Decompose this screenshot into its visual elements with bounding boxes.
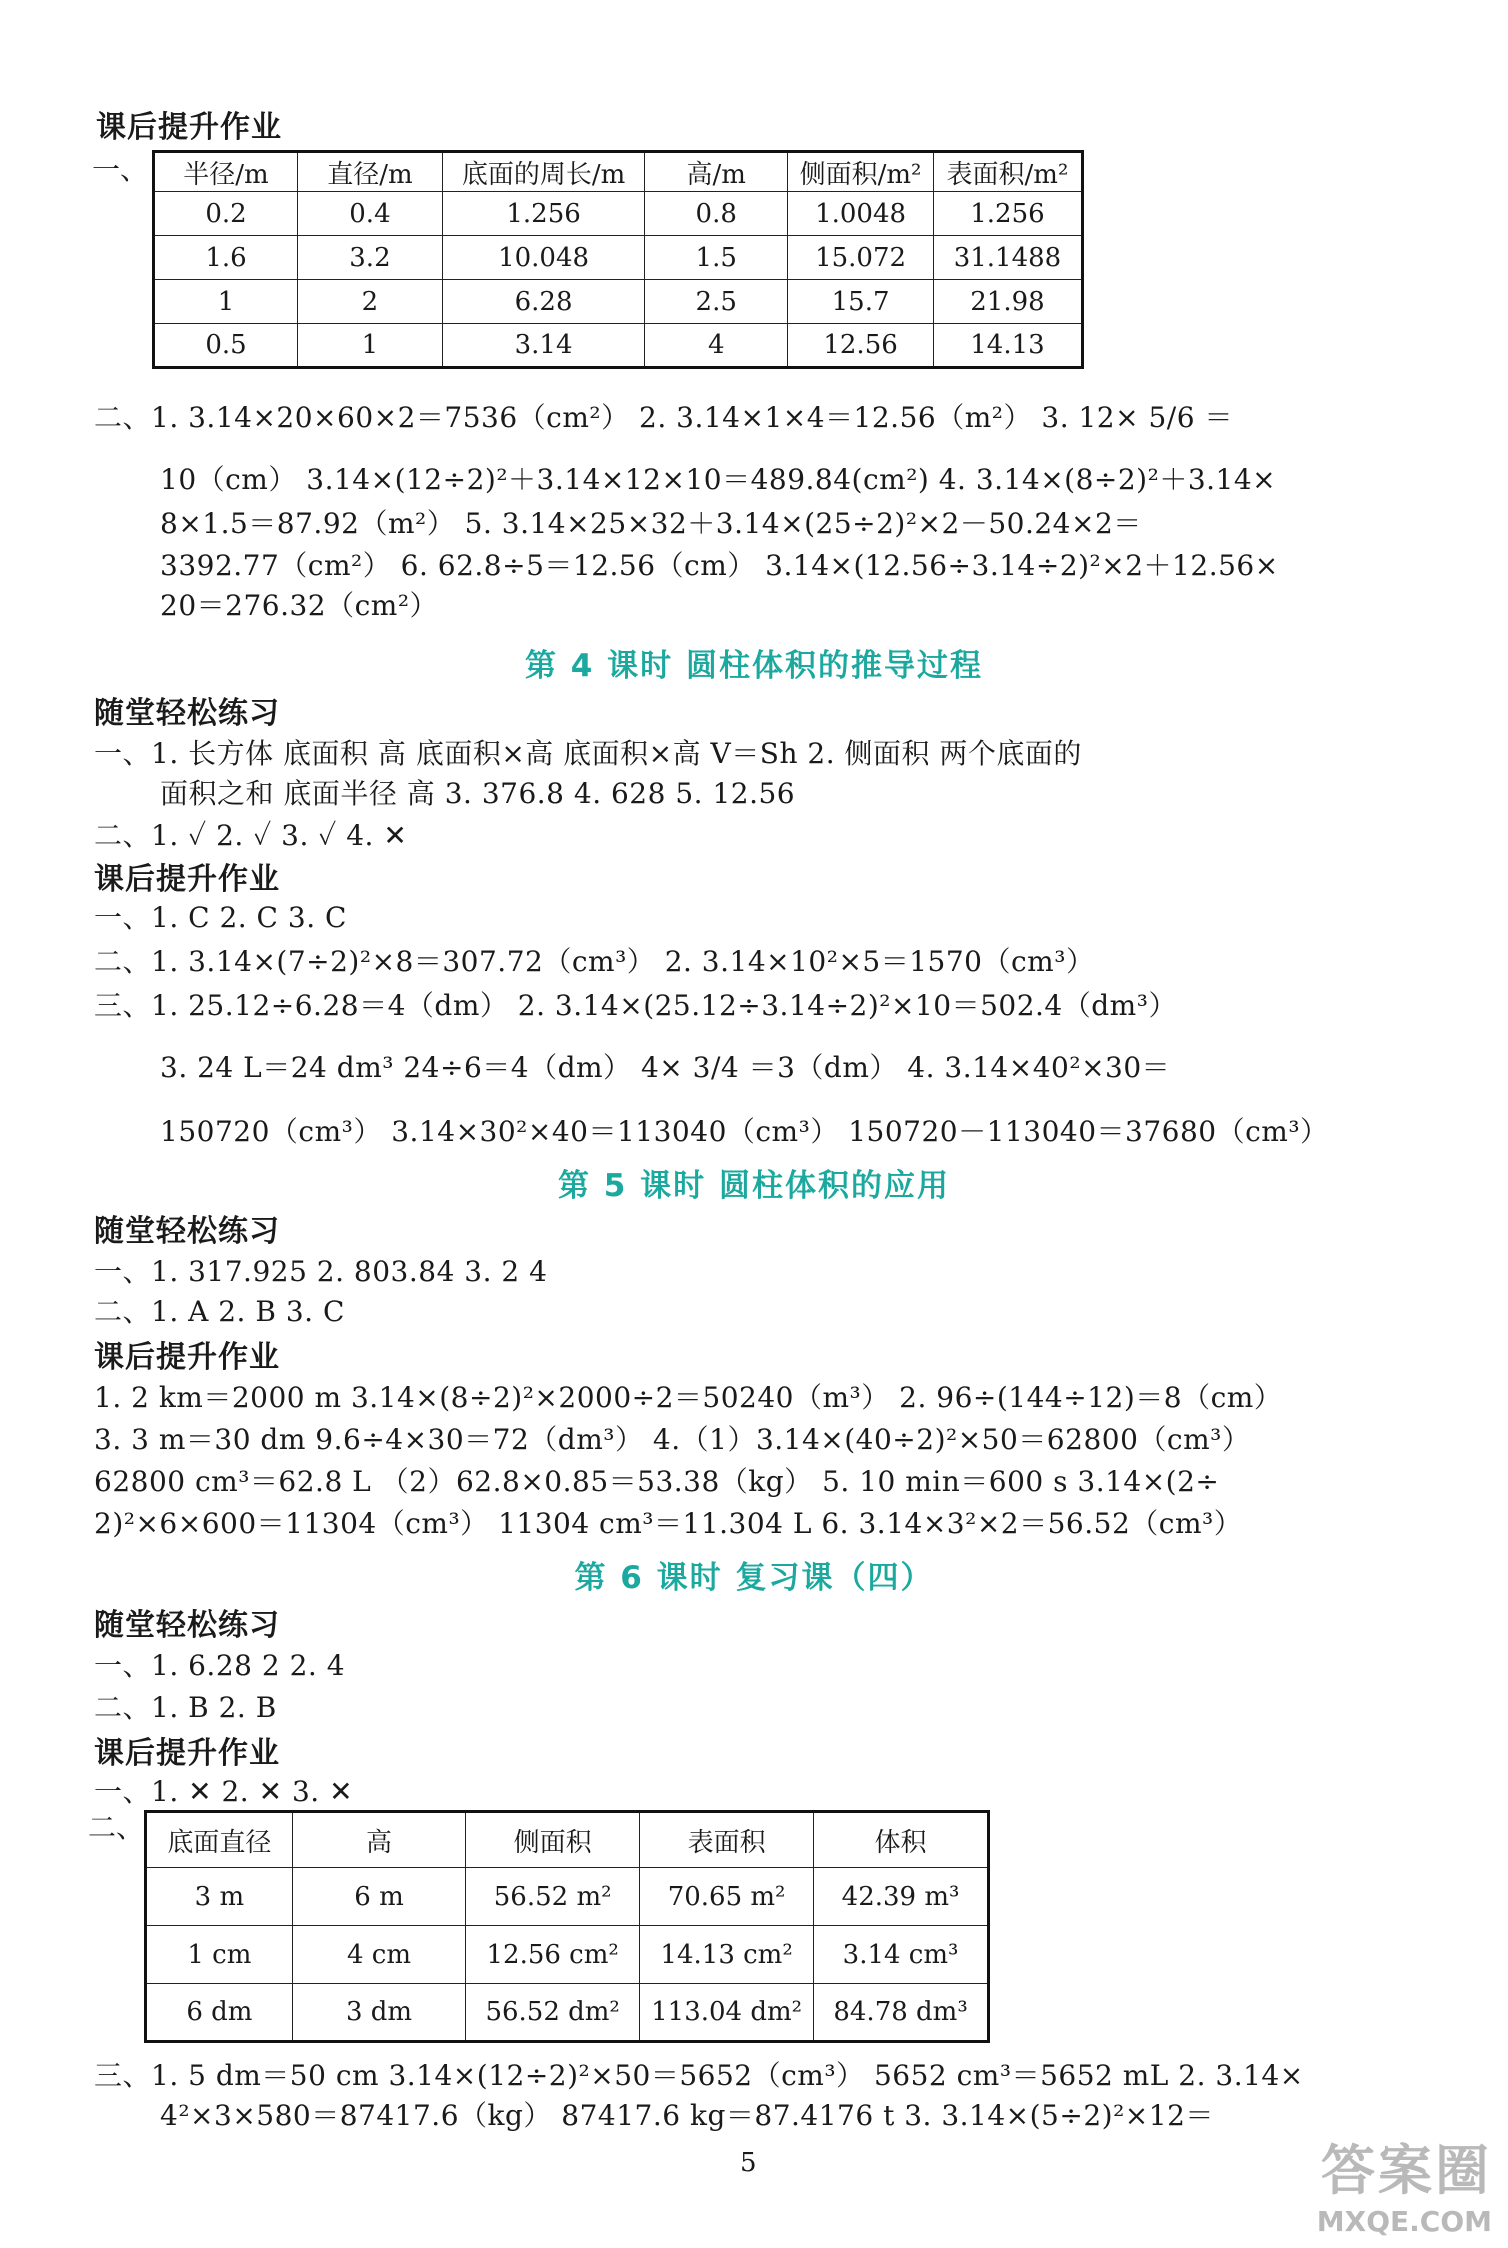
table-header-row	[146, 1812, 989, 1868]
table-header-cell: 高/m	[645, 152, 788, 192]
answer-line: 一、1. 6.28 2 2. 4	[94, 1649, 346, 1682]
answer-line: 20＝276.32（cm²）	[160, 589, 439, 622]
answer-line: 4²×3×580＝87417.6（kg） 87417.6 kg＝87.4176 t 3. 3.14×(5÷2)²×12＝	[160, 2099, 1214, 2132]
table-header-cell: 体积	[814, 1812, 989, 1868]
table-cell: 1	[297, 324, 442, 368]
answer-line: 62800 cm³＝62.8 L （2）62.8×0.85＝53.38（kg） 5. 10 min＝600 s 3.14×(2÷	[94, 1465, 1220, 1498]
answer-line: 二、1. B 2. B	[94, 1691, 277, 1724]
section-title-practice: 随堂轻松练习	[94, 1214, 280, 1249]
cylinder-data-table	[152, 150, 1084, 369]
table-cell: 1.5	[645, 236, 788, 280]
table-row	[154, 324, 1083, 368]
table-cell: 1.6	[154, 236, 298, 280]
table-cell: 70.65 m²	[640, 1868, 814, 1926]
table-header-cell: 侧面积/m²	[788, 152, 934, 192]
table-cell: 0.8	[645, 192, 788, 236]
answer-line: 10（cm） 3.14×(12÷2)²＋3.14×12×10＝489.84(cm²) 4. 3.14×(8÷2)²＋3.14×	[160, 463, 1277, 496]
table-row	[146, 1926, 989, 1984]
answer-line: 二、1. A 2. B 3. C	[94, 1295, 345, 1328]
watermark-logo-text: 答案圈	[1321, 2139, 1492, 2202]
table-cell: 4 cm	[292, 1926, 465, 1984]
section-title-practice: 随堂轻松练习	[94, 696, 280, 731]
answer-line: 一、1. C 2. C 3. C	[94, 901, 347, 934]
table-cell: 0.5	[154, 324, 298, 368]
table-header-row	[154, 152, 1083, 192]
table-cell: 6 m	[292, 1868, 465, 1926]
table-header-cell: 底面直径	[146, 1812, 293, 1868]
section-title-homework: 课后提升作业	[94, 1340, 280, 1375]
answer-line: 三、1. 25.12÷6.28＝4（dm） 2. 3.14×(25.12÷3.14÷2)²×10＝502.4（dm³）	[94, 989, 1177, 1022]
section-title-homework: 课后提升作业	[94, 862, 280, 897]
table-cell: 3 m	[146, 1868, 293, 1926]
table-cell: 1 cm	[146, 1926, 293, 1984]
table-cell: 2.5	[645, 280, 788, 324]
table-cell: 84.78 dm³	[814, 1984, 989, 2042]
table-header-cell: 直径/m	[297, 152, 442, 192]
answer-line: 150720（cm³） 3.14×30²×40＝113040（cm³） 150720－113040＝37680（cm³）	[160, 1115, 1329, 1148]
watermark-url: MXQE.COM	[1316, 2205, 1492, 2238]
table-row	[154, 280, 1083, 324]
answer-line: 面积之和 底面半径 高 3. 376.8 4. 628 5. 12.56	[160, 777, 796, 810]
table-cell: 15.7	[788, 280, 934, 324]
table-row	[154, 192, 1083, 236]
table-cell: 3 dm	[292, 1984, 465, 2042]
table-cell: 14.13	[933, 324, 1082, 368]
part-two-label: 二、	[88, 1811, 145, 1844]
answer-line: 2)²×6×600＝11304（cm³） 11304 cm³＝11.304 L 6. 3.14×3²×2＝56.52（cm³）	[94, 1507, 1243, 1540]
answer-line: 一、1. ✕ 2. ✕ 3. ✕	[94, 1775, 354, 1808]
table-cell: 56.52 dm²	[466, 1984, 640, 2042]
part-one-label: 一、	[92, 153, 149, 186]
section-title-homework: 课后提升作业	[94, 1736, 280, 1771]
section-title-practice: 随堂轻松练习	[94, 1608, 280, 1643]
site-watermark	[1317, 2128, 1492, 2238]
table-cell: 6 dm	[146, 1984, 293, 2042]
table-cell: 12.56 cm²	[466, 1926, 640, 1984]
table-header-cell: 半径/m	[154, 152, 298, 192]
table-header-cell: 表面积	[640, 1812, 814, 1868]
table-cell: 1	[154, 280, 298, 324]
table-cell: 56.52 m²	[466, 1868, 640, 1926]
table-cell: 3.2	[297, 236, 442, 280]
table-cell: 15.072	[788, 236, 934, 280]
table-cell: 0.4	[297, 192, 442, 236]
table-row	[146, 1984, 989, 2042]
lesson-heading: 第 6 课时 复习课（四）	[574, 1560, 934, 1596]
table-cell: 113.04 dm²	[640, 1984, 814, 2042]
answer-line: 一、1. 317.925 2. 803.84 3. 2 4	[94, 1255, 548, 1288]
table-cell: 3.14	[442, 324, 644, 368]
section-title-homework: 课后提升作业	[96, 110, 282, 145]
table-cell: 10.048	[442, 236, 644, 280]
table-header-cell: 表面积/m²	[933, 152, 1082, 192]
table-cell: 21.98	[933, 280, 1082, 324]
answer-line: 二、1. 3.14×(7÷2)²×8＝307.72（cm³） 2. 3.14×10²×5＝1570（cm³）	[94, 945, 1095, 978]
table-cell: 0.2	[154, 192, 298, 236]
lesson-heading: 第 5 课时 圆柱体积的应用	[558, 1168, 950, 1204]
table-cell: 1.256	[933, 192, 1082, 236]
answer-line: 1. 2 km＝2000 m 3.14×(8÷2)²×2000÷2＝50240（m³） 2. 96÷(144÷12)＝8（cm）	[94, 1381, 1283, 1414]
table-cell: 2	[297, 280, 442, 324]
table-cell: 6.28	[442, 280, 644, 324]
lesson-heading: 第 4 课时 圆柱体积的推导过程	[525, 648, 983, 684]
table-header-cell: 侧面积	[466, 1812, 640, 1868]
page-number: 5	[740, 2148, 757, 2178]
answer-line: 3392.77（cm²） 6. 62.8÷5＝12.56（cm） 3.14×(12.56÷3.14÷2)²×2＋12.56×	[160, 549, 1279, 582]
answer-line: 8×1.5＝87.92（m²） 5. 3.14×25×32＋3.14×(25÷2)²×2－50.24×2＝	[160, 507, 1142, 540]
table-header-cell: 底面的周长/m	[442, 152, 644, 192]
answer-line: 三、1. 5 dm＝50 cm 3.14×(12÷2)²×50＝5652（cm³） 5652 cm³＝5652 mL 2. 3.14×	[94, 2059, 1304, 2092]
table-cell: 3.14 cm³	[814, 1926, 989, 1984]
table-row	[146, 1868, 989, 1926]
table-header-cell: 高	[292, 1812, 465, 1868]
table-cell: 14.13 cm²	[640, 1926, 814, 1984]
answer-line: 二、1. ✓ 2. ✓ 3. ✓ 4. ✕	[94, 819, 408, 852]
answer-line: 3. 24 L＝24 dm³ 24÷6＝4（dm） 4× 3/4 ＝3（dm） 4. 3.14×40²×30＝	[160, 1051, 1171, 1084]
table-cell: 31.1488	[933, 236, 1082, 280]
table-cell: 1.256	[442, 192, 644, 236]
table-cell: 12.56	[788, 324, 934, 368]
answer-line: 3. 3 m＝30 dm 9.6÷4×30＝72（dm³） 4.（1）3.14×(40÷2)²×50＝62800（cm³）	[94, 1423, 1251, 1456]
table-cell: 4	[645, 324, 788, 368]
table-cell: 42.39 m³	[814, 1868, 989, 1926]
answer-line: 二、1. 3.14×20×60×2＝7536（cm²） 2. 3.14×1×4＝12.56（m²） 3. 12× 5/6 ＝	[94, 401, 1233, 434]
cylinder-review-table	[144, 1810, 990, 2043]
table-cell: 1.0048	[788, 192, 934, 236]
table-row	[154, 236, 1083, 280]
answer-line: 一、1. 长方体 底面积 高 底面积×高 底面积×高 V＝Sh 2. 侧面积 两个底面的	[94, 737, 1082, 770]
